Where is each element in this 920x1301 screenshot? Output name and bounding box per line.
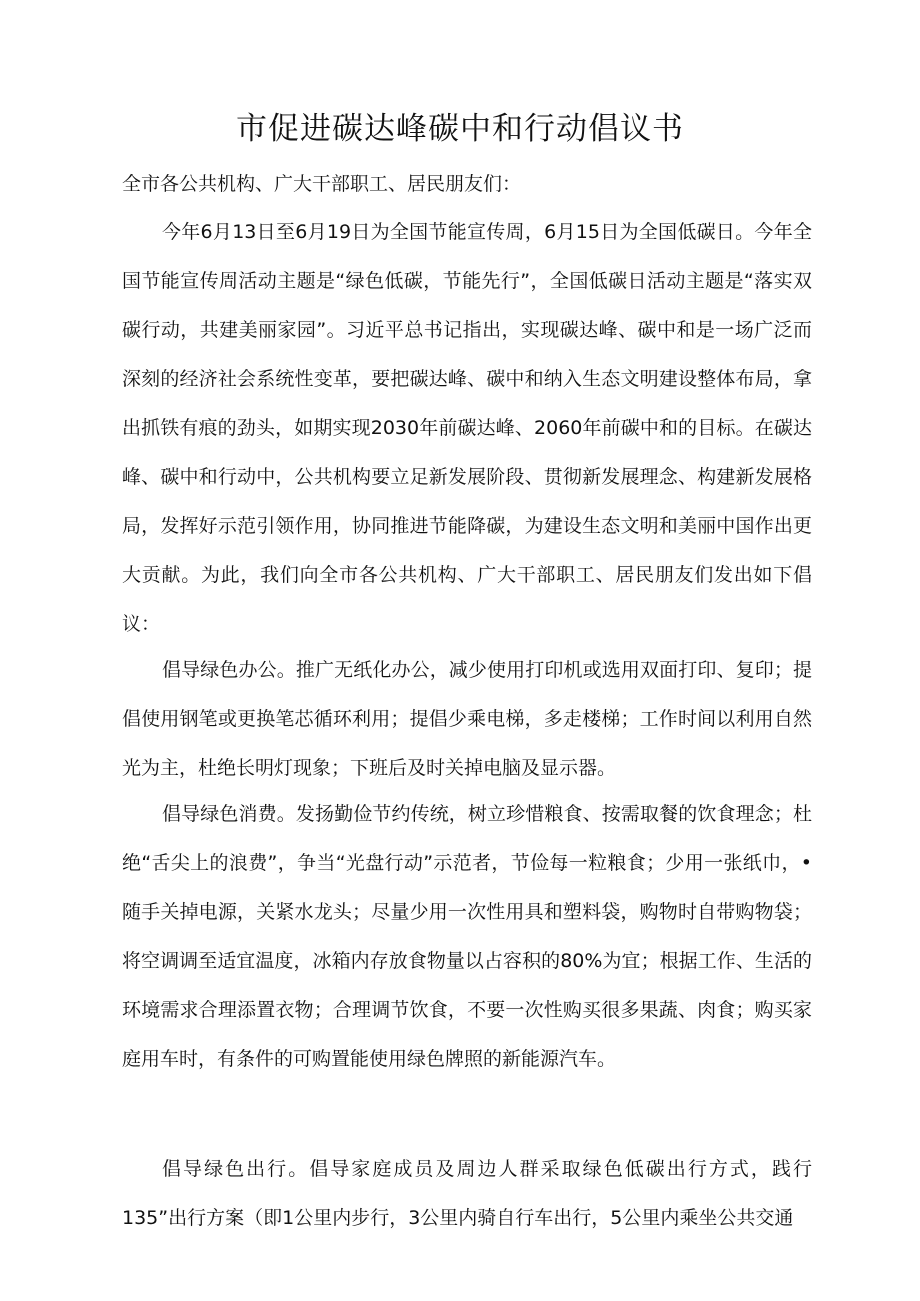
green-office-paragraph: 倡导绿色办公。推广无纸化办公，减少使用打印机或选用双面打印、复印；提倡使用钢笔或更换笔芯循环利用；提倡少乘电梯，多走楼梯；工作时间以利用自然光为主，杜绝长明灯现象；下班后及时关掉电脑及显示器。 [122,659,812,779]
green-travel-paragraph: 倡导绿色出行。倡导家庭成员及周边人群采取绿色低碳出行方式，践行135”出行方案（即1公里内步行，3公里内骑自行车出行，5公里内乘坐公共交通 [122,1158,812,1229]
intro-paragraph: 今年6月13日至6月19日为全国节能宣传周，6月15日为全国低碳日。今年全国节能宣传周活动主题是“绿色低碳，节能先行”，全国低碳日活动主题是“落实双碳行动，共建美丽家园”。习近平总书记指出，实现碳达峰、碳中和是一场广泛而深刻的经济社会系统性变革，要把碳达峰、碳中和纳入生态文明建设整体布局，拿出抓铁有痕的劲头，如期实现2030年前碳达峰、2060年前碳中和的目标。在碳达峰、碳中和行动中，公共机构要立足新发展阶段、贯彻新发展理念、构建新发展格局，发挥好示范引领作用，协同推进节能降碳，为建设生态文明和美丽中国作出更大贡献。为此，我们向全市各公共机构、广大干部职工、居民朋友们发出如下倡议： [122,221,812,635]
greeting-paragraph: 全市各公共机构、广大干部职工、居民朋友们： [122,173,522,195]
document-title: 市促进碳达峰碳中和行动倡议书 [236,111,684,147]
green-consumption-paragraph: 倡导绿色消费。发扬勤俭节约传统，树立珍惜粮食、按需取餐的饮食理念；杜绝“舌尖上的浪费”，争当“光盘行动”示范者，节俭每一粒粮食；少用一张纸巾，•随手关掉电源，关紧水龙头；尽量少用一次性用具和塑料袋，购物时自带购物袋；将空调调至适宜温度，冰箱内存放食物量以占容积的80%为宜；根据工作、生活的环境需求合理添置衣物；合理调节饮食，不要一次性购买很多果蔬、肉食；购买家庭用车时，有条件的可购置能使用绿色牌照的新能源汽车。 [122,803,812,1070]
